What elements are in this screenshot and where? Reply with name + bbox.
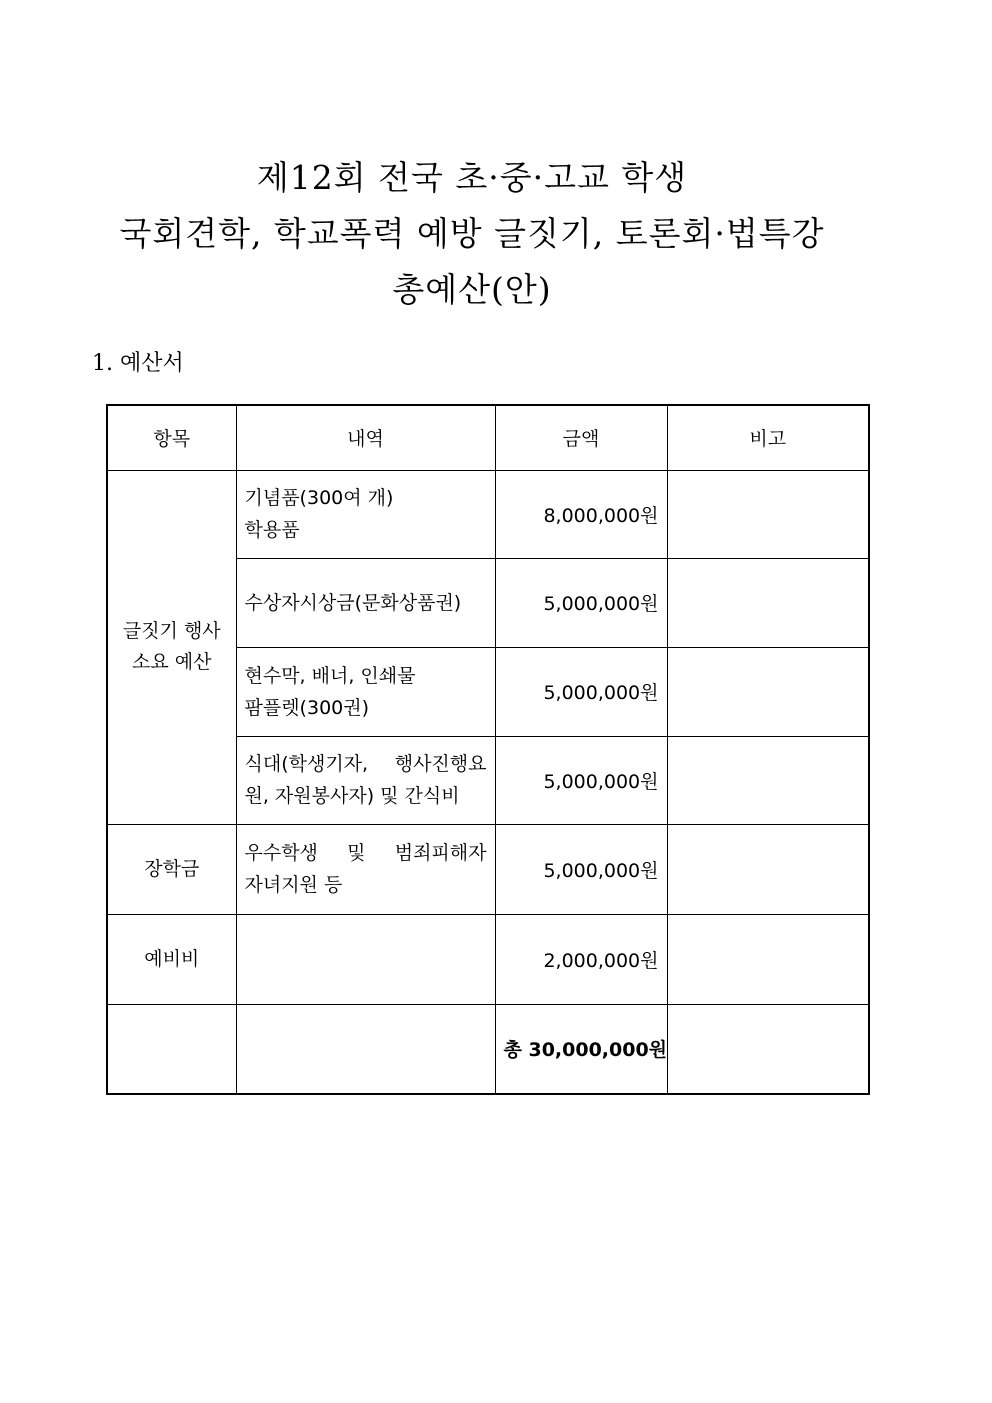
details-cell bbox=[236, 558, 495, 647]
remarks-cell bbox=[667, 470, 869, 558]
category-cell bbox=[107, 470, 236, 824]
total-details-cell bbox=[236, 1004, 495, 1094]
title-line-1: 제12회 전국 초·중·고교 학생 bbox=[256, 158, 688, 197]
remarks-cell bbox=[667, 736, 869, 824]
details-line: 현수막, 배너, 인쇄물 bbox=[244, 664, 416, 687]
amount-cell: 5,000,000원 bbox=[495, 824, 667, 914]
title-line-2: 국회견학, 학교폭력 예방 글짓기, 토론회·법특강 bbox=[119, 214, 825, 253]
section-heading: 1. 예산서 bbox=[92, 351, 184, 376]
table-row bbox=[107, 824, 869, 914]
details-line: 원, 자원봉사자) 및 간식비 bbox=[244, 785, 460, 807]
total-amount-cell: 총 30,000,000원 bbox=[495, 1004, 667, 1094]
details-cell bbox=[236, 824, 495, 914]
category-line: 장학금 bbox=[144, 857, 200, 880]
total-remarks-cell bbox=[667, 1004, 869, 1094]
total-row bbox=[107, 1004, 869, 1094]
details-cell bbox=[236, 736, 495, 824]
category-cell bbox=[107, 914, 236, 1004]
category-line: 소요 예산 bbox=[132, 651, 212, 673]
details-line: 기념품(300여 개) bbox=[244, 487, 394, 509]
title-line-3: 총예산(안) bbox=[392, 270, 552, 309]
budget-table bbox=[106, 404, 870, 1095]
category-cell bbox=[107, 824, 236, 914]
details-cell bbox=[236, 914, 495, 1004]
details-line: 자녀지원 등 bbox=[244, 874, 343, 896]
amount-cell: 5,000,000원 bbox=[495, 647, 667, 736]
amount-cell: 8,000,000원 bbox=[495, 470, 667, 558]
details-line: 식대(학생기자, 행사진행요 bbox=[244, 753, 487, 775]
remarks-cell bbox=[667, 647, 869, 736]
table-header-row bbox=[107, 405, 869, 470]
header-amount: 금액 bbox=[495, 405, 667, 470]
details-line: 우수학생 및 범죄피해자 bbox=[244, 842, 487, 864]
details-cell bbox=[236, 647, 495, 736]
remarks-cell bbox=[667, 914, 869, 1004]
header-details: 내역 bbox=[236, 405, 495, 470]
document-title bbox=[0, 150, 944, 318]
details-line: 학용품 bbox=[244, 519, 300, 541]
amount-cell: 5,000,000원 bbox=[495, 558, 667, 647]
amount-cell: 5,000,000원 bbox=[495, 736, 667, 824]
table-row bbox=[107, 914, 869, 1004]
amount-cell: 2,000,000원 bbox=[495, 914, 667, 1004]
total-category-cell bbox=[107, 1004, 236, 1094]
details-cell bbox=[236, 470, 495, 558]
remarks-cell bbox=[667, 824, 869, 914]
header-category: 항목 bbox=[107, 405, 236, 470]
details-line: 수상자시상금(문화상품권) bbox=[244, 591, 462, 614]
table-row bbox=[107, 470, 869, 558]
category-line: 예비비 bbox=[144, 947, 200, 970]
remarks-cell bbox=[667, 558, 869, 647]
header-remarks: 비고 bbox=[667, 405, 869, 470]
category-line: 글짓기 행사 bbox=[122, 620, 221, 642]
details-line: 팜플렛(300권) bbox=[244, 696, 370, 719]
